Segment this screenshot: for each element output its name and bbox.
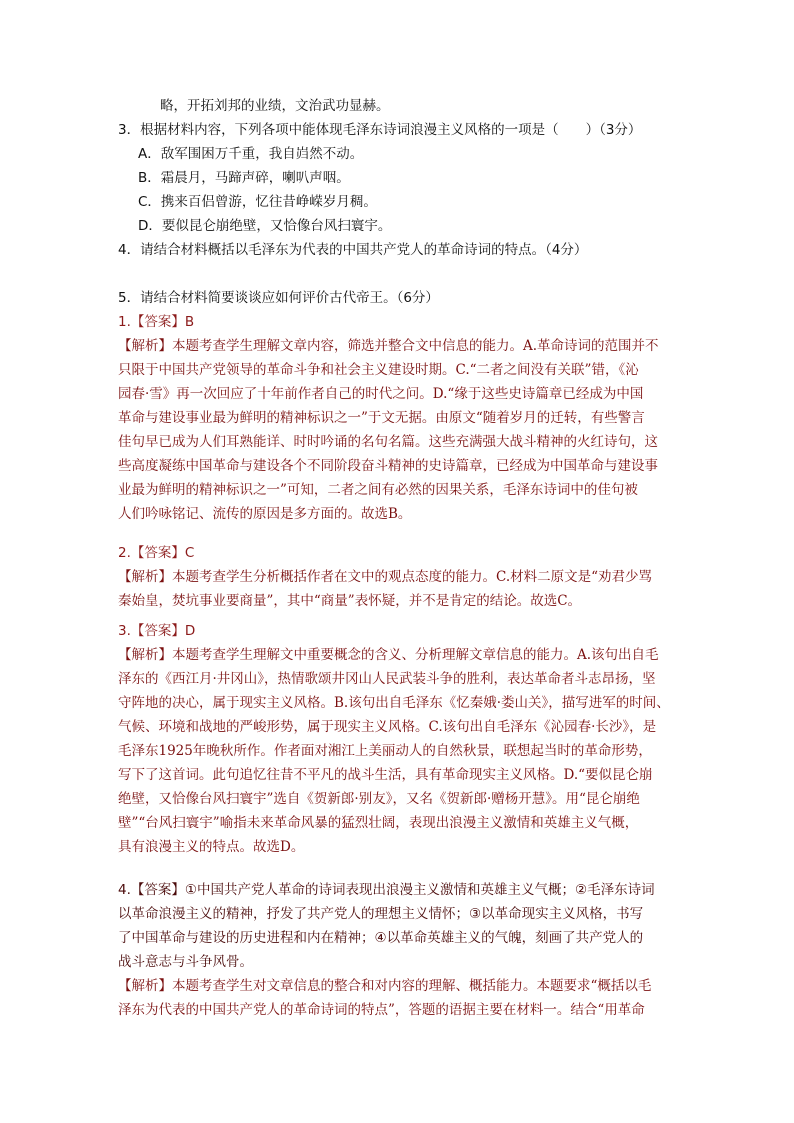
answer-4-text: 了中国革命与建设的历史进程和内在精神；④以革命英雄主义的气魄，刻画了共产党人的	[118, 930, 644, 946]
answer-3-analysis: 具有浪漫主义的特点。故选D。	[118, 839, 305, 855]
answer-3-heading: 3.【答案】D	[118, 623, 196, 639]
answer-1-heading: 1.【答案】B	[118, 314, 195, 330]
answer-1-analysis: 业最为鲜明的精神标识之一”可知，二者之间有必然的因果关系，毛泽东诗词中的佳句被	[118, 482, 638, 498]
answer-4-text: 战斗意志与斗争风骨。	[118, 954, 253, 970]
answer-1-analysis: 革命与建设事业最为鲜明的精神标识之一”于文无据。由原文“随着岁月的迁转，有些警言	[118, 410, 645, 426]
question-3-stem: 3．根据材料内容，下列各项中能体现毛泽东诗词浪漫主义风格的一项是（ ）（3分）	[118, 122, 642, 138]
question-5	[118, 286, 768, 310]
answer-1-analysis: 人们吟咏铭记、流传的原因是多方面的。故选B。	[118, 506, 412, 522]
answer-2-analysis: 秦始皇，焚坑事业要商量”，其中“商量”表怀疑，并不是肯定的结论。故选C。	[118, 593, 582, 609]
answer-3	[118, 619, 678, 859]
answer-3-analysis: 毛泽东1925年晚秋所作。作者面对湘江上美丽动人的自然秋景，联想起当时的革命形势，	[118, 743, 652, 759]
answer-1-analysis: 佳句早已成为人们耳熟能详、时时吟诵的名句名篇。这些充满强大战斗精神的火红诗句，这	[118, 434, 658, 450]
answer-1-analysis: 只限于中国共产党领导的革命斗争和社会主义建设时期。C.“二者之间没有关联”错，《沁	[118, 362, 639, 378]
answer-3-analysis: 【解析】本题考查学生理解文中重要概念的含义、分析理解文章信息的能力。A.该句出自毛	[118, 647, 659, 663]
answer-2-heading: 2.【答案】C	[118, 545, 195, 561]
option-b: B．霜晨月，马蹄声碎，喇叭声咽。	[138, 170, 350, 186]
option-c: C．携来百侣曾游，忆往昔峥嵘岁月稠。	[138, 194, 377, 210]
answer-3-analysis: 绝壁，又恰像台风扫寰宇”选自《贺新郎·别友》，又名《贺新郎·赠杨开慧》。用“昆仑崩绝	[118, 791, 640, 807]
answer-1	[118, 310, 678, 526]
answer-3-analysis: 壁”“台风扫寰宇”喻指未来革命风暴的猛烈壮阔，表现出浪漫主义激情和英雄主义气概，	[118, 815, 639, 831]
answer-4-analysis: 泽东为代表的中国共产党人的革命诗词的特点”，答题的语据主要在材料一。结合“用革命	[118, 1002, 645, 1018]
answer-3-analysis: 泽东的《西江月·井冈山》，热情歌颂井冈山人民武装斗争的胜利，表达革命者斗志昂扬，坚	[118, 671, 656, 687]
answer-1-analysis: 【解析】本题考查学生理解文章内容，筛选并整合文中信息的能力。A.革命诗词的范围并不	[118, 338, 659, 354]
answer-4-analysis: 【解析】本题考查学生对文章信息的整合和对内容的理解、概括能力。本题要求“概括以毛	[118, 978, 652, 994]
text-line: 略，开拓刘邦的业绩，文治武功显赫。	[160, 98, 390, 114]
answer-3-analysis: 写下了这首词。此句追忆往昔不平凡的战斗生活，具有革命现实主义风格。D.“要似昆仑崩	[118, 767, 653, 783]
answer-3-analysis: 气候、环境和战地的严峻形势，属于现实主义风格。C.该句出自毛泽东《沁园春·长沙》，是	[118, 719, 657, 735]
answer-1-analysis: 园春·雪》再一次回应了十年前作者自己的时代之问。D.“缘于这些史诗篇章已经成为中国	[118, 386, 644, 402]
answer-3-analysis: 守阵地的决心，属于现实主义风格。B.该句出自毛泽东《忆秦娥·娄山关》，描写进军的时间、	[118, 695, 670, 711]
option-d: D．要似昆仑崩绝壁，又恰像台风扫寰宇。	[138, 218, 392, 234]
question-3-options	[138, 142, 758, 238]
answer-2-analysis: 【解析】本题考查学生分析概括作者在文中的观点态度的能力。C.材料二原文是“劝君少骂	[118, 569, 653, 585]
answer-4-heading: 4.【答案】①中国共产党人革命的诗词表现出浪漫主义激情和英雄主义气概；②毛泽东诗词	[118, 882, 655, 898]
option-a: A．敌军围困万千重，我自岿然不动。	[138, 146, 364, 162]
question-4	[118, 238, 768, 262]
answer-2	[118, 541, 678, 613]
answer-1-analysis: 些高度凝练中国革命与建设各个不同阶段奋斗精神的史诗篇章，已经成为中国革命与建设事	[118, 458, 658, 474]
question-block	[160, 94, 760, 118]
question-5-stem: 5．请结合材料简要谈谈应如何评价古代帝王。（6分）	[118, 290, 439, 306]
answer-4	[118, 878, 678, 1022]
answer-4-text: 以革命浪漫主义的精神，抒发了共产党人的理想主义情怀；③以革命现实主义风格，书写	[118, 906, 644, 922]
question-4-stem: 4．请结合材料概括以毛泽东为代表的中国共产党人的革命诗词的特点。（4分）	[118, 242, 588, 258]
question-3	[118, 118, 768, 142]
